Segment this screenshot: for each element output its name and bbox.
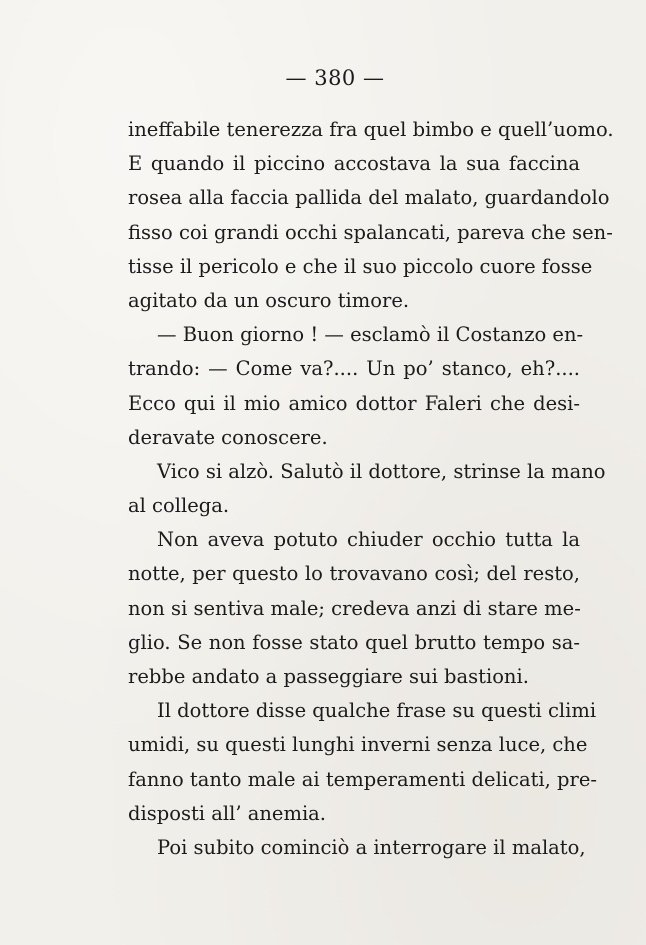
- text-line: tisse il pericolo e che il suo piccolo cuore fosse: [128, 254, 593, 278]
- text-line: notte, per questo lo trovavano così; del resto,: [128, 562, 580, 586]
- text-line: Vico si alzò. Salutò il dottore, strinse la mano: [157, 459, 606, 483]
- text-line: rebbe andato a passeggiare sui bastioni.: [128, 665, 529, 688]
- text-line: agitato da un oscuro timore.: [128, 288, 410, 312]
- text-line: Ecco qui il mio amico dottor Faleri che desi-: [128, 391, 580, 415]
- text-line: non si sentiva male; credeva anzi di stare me-: [128, 596, 581, 620]
- text-line: rosea alla faccia pallida del malato, guardandolo: [128, 186, 610, 210]
- text-line: glio. Se non fosse stato quel brutto tempo sa-: [128, 630, 580, 654]
- text-line: trando: — Come va?.... Un po’ stanco, eh?....: [128, 357, 580, 381]
- text-line: Il dottore disse qualche frase su questi climi: [157, 699, 597, 723]
- text-line: deravate conoscere.: [128, 425, 328, 449]
- text-line: umidi, su questi lunghi inverni senza luce, che: [128, 733, 588, 757]
- text-line: — Buon giorno ! — esclamò il Costanzo en-: [157, 323, 584, 347]
- body-text: [128, 113, 614, 865]
- text-line: E quando il piccino accostava la sua faccina: [128, 152, 580, 176]
- text-line: fanno tanto male ai temperamenti delicati, pre-: [128, 767, 597, 791]
- text-line: Non aveva potuto chiuder occhio tutta la: [157, 528, 580, 552]
- text-line: fisso coi grandi occhi spalancati, pareva che sen-: [128, 220, 613, 244]
- text-line: al collega.: [128, 494, 230, 518]
- text-line: Poi subito cominciò a interrogare il malato,: [157, 835, 586, 859]
- page-number: — 380 —: [285, 66, 385, 90]
- text-line: disposti all’ anemia.: [128, 801, 326, 825]
- text-line: ineffabile tenerezza fra quel bimbo e quell’uomo.: [128, 118, 614, 141]
